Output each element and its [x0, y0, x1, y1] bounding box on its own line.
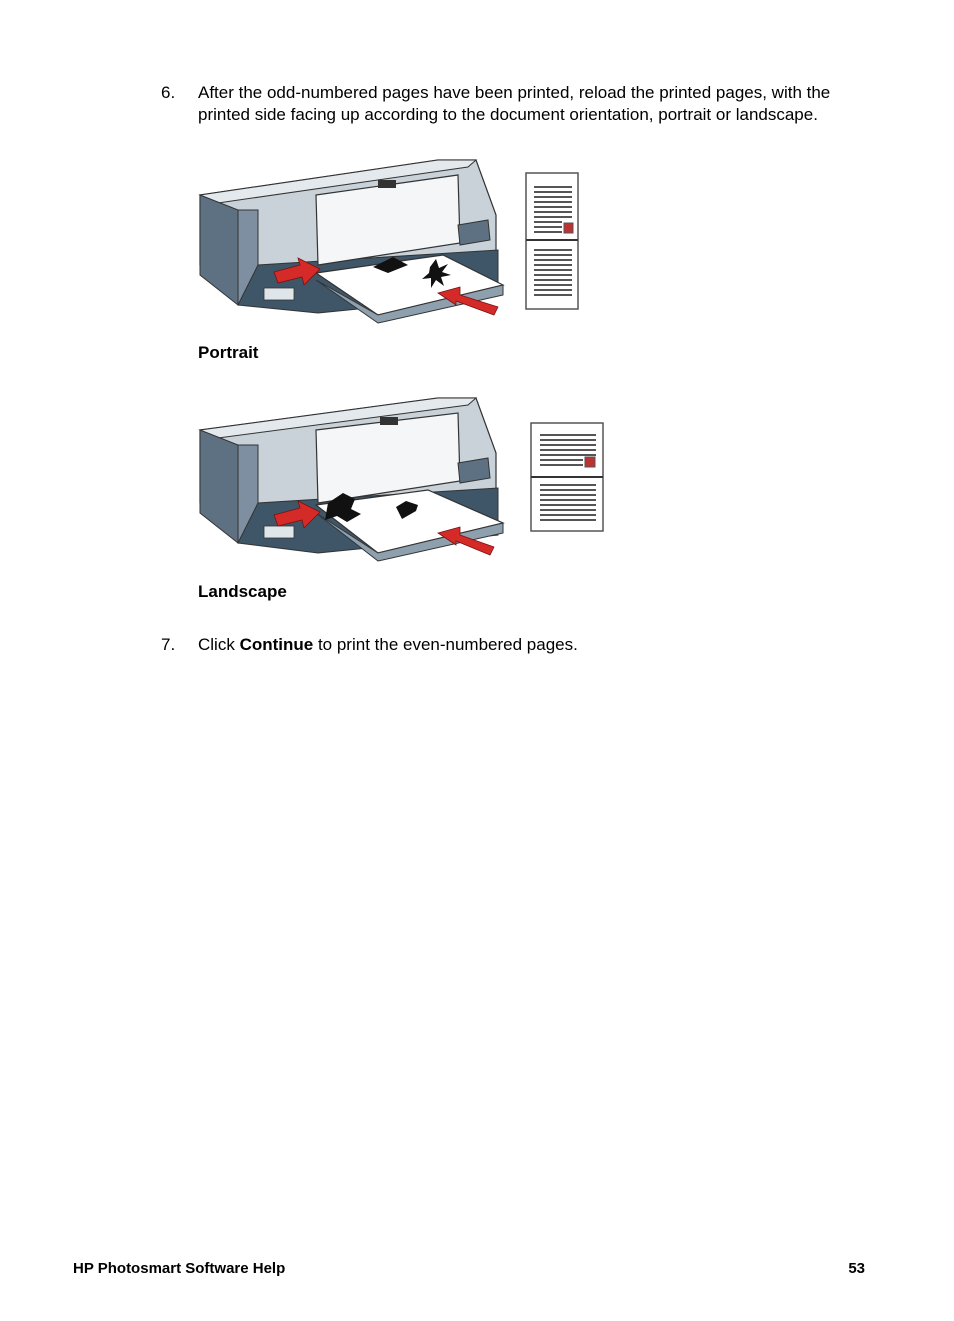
step-text-after: to print the even-numbered pages.	[313, 635, 578, 654]
step-text: After the odd-numbered pages have been printed, reload the printed pages, with the printed side facing up according to the document orientation, portrait or landscape.	[198, 83, 831, 124]
figure-caption-landscape: Landscape	[198, 582, 287, 601]
step-text	[198, 634, 878, 656]
landscape-printer-illustration	[198, 395, 608, 565]
footer-page-number: 53	[848, 1260, 865, 1277]
portrait-printer-illustration	[198, 155, 583, 325]
step-number: 7.	[161, 635, 176, 654]
figure-caption-portrait: Portrait	[198, 343, 259, 362]
step-number: 6.	[161, 83, 176, 102]
landscape-page-icon	[531, 423, 603, 531]
portrait-page-icon	[526, 173, 578, 309]
continue-emphasis: Continue	[239, 635, 314, 654]
step-text-before: Click	[198, 635, 240, 654]
footer-title: HP Photosmart Software Help	[73, 1260, 286, 1277]
